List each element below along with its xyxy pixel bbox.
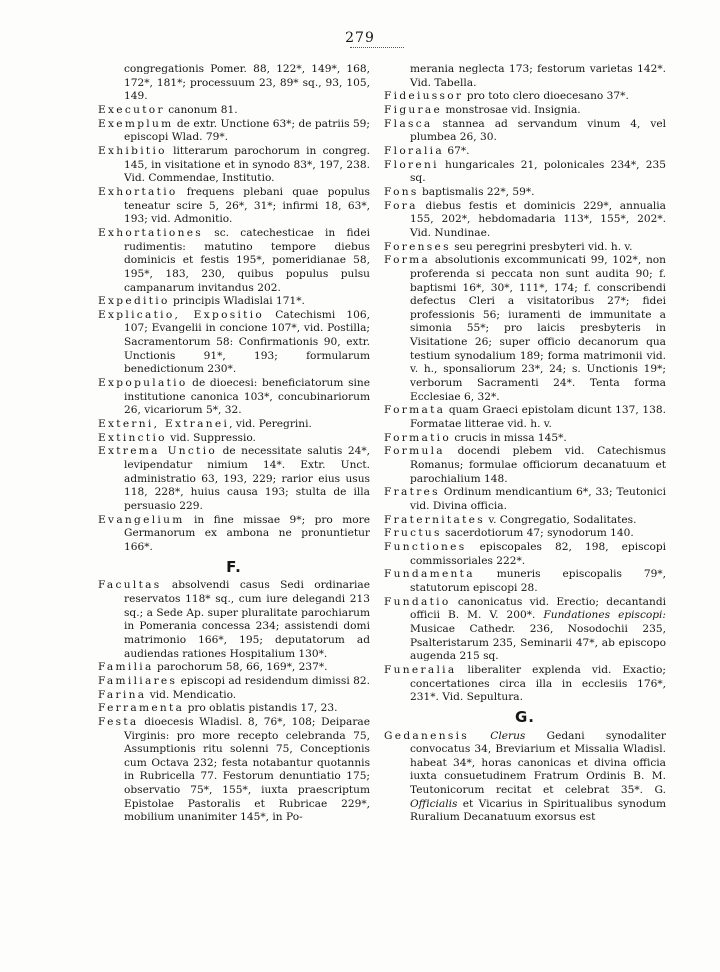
entry-term: Formula — [384, 445, 445, 458]
entry-term: Forma — [384, 254, 431, 267]
index-entry-fraternitates: Fraternitates v. Congregatio, Sodalitates. — [384, 513, 637, 526]
page-number: 279 — [345, 30, 375, 46]
index-entry-evangelium: Evangelium in fine missae 9*; pro more Germanorum ex ambona ne pronuntietur 166*. — [98, 513, 370, 553]
entry-term: Fons — [384, 185, 419, 198]
index-entry-forenses: Forenses seu peregrini presbyteri vid. h. v. — [384, 240, 633, 253]
index-entry-exhibitio: Exhibitio litterarum parochorum in congreg. 145, in visitatione et in synodo 83*, 197, 238. Vid. Commendae, Institutio. — [98, 144, 370, 185]
right-column — [384, 63, 666, 825]
entry-term: Formatio — [384, 431, 451, 444]
index-entry-expopulatio: Expopulatio de dioecesi: beneficiatorum sine institutione canonica 103*, concubinariorum 26, vicariorum 5*, 32. — [98, 377, 370, 417]
index-entry-exemplum: Exemplum de extr. Unctione 63*; de patriis 59; episcopi Wlad. 79*. — [98, 117, 370, 144]
entry-term: Extinctio — [98, 431, 167, 444]
index-entry-fora: Fora diebus festis et dominicis 229*, annualia 155, 202*, hebdomadaria 113*, 155*, 202*. Vid. Nundinae. — [384, 199, 666, 239]
entry-term: Fratres — [384, 486, 440, 499]
entry-term: Expeditio — [98, 295, 170, 308]
entry-term: Floreni — [384, 158, 439, 171]
index-entry-gedanensis: Gedanensis Clerus Gedani synodaliter convocatus 34, Breviarium et Missalia Wladisl. habeat 34*, horas canonicas et divina officia iuxta consuetudinem Fratrum Ordinis B. M. Teutonicorum recitat et celebrat 35*. G. Officialis et Vicarius in Spiritualibus synodum Ruralium Decanatuum exorsus est — [384, 729, 666, 824]
index-entry-fideiussor: Fideiussor pro toto clero dioecesano 37*. — [384, 90, 629, 103]
index-entry-explicatio: Explicatio, Expositio Catechismi 106, 107; Evangelii in concione 107*, vid. Postilla; Sacramentorum 58: Confirmationis 90, extr. Unctionis 91*, 193; formularum benedictionum 230*. — [98, 308, 370, 376]
index-entry-fons: Fons baptismalis 22*, 59*. — [384, 185, 535, 198]
entry-term: Fora — [384, 199, 418, 212]
entry-term: Evangelium — [98, 513, 185, 526]
index-entry-festa: Festa dioecesis Wladisl. 8, 76*, 108; Deiparae Virginis: pro more recepto celebranda 75, Assumptionis ritu solenni 75, Conceptionis cum Octava 232; festa notabantur quotannis in Rubricella 77. Festorum denuntiatio 175; observatio 75*, 155*, iuxta praescriptum Epistolae Pastoralis et Rubricae 229*, mobilium unanimiter 145*, in Po- — [98, 715, 370, 824]
entry-term: Expopulatio — [98, 377, 188, 390]
index-entry-expeditio: Expeditio principis Wladislai 171*. — [98, 295, 305, 308]
index-entry-forma: Forma absolutionis excommunicati 99, 102*, non proferenda si peccata non sunt audita 90; f. baptismi 16*, 30*, 111*, 174; f. conscribendi defectus Cleri a visitatoribus 27*; fidei professionis 56; iuramenti de immunitate a simonia 55*; pro laicis presbyteris in Visitatione 26; super officio decanorum qua testium synodalium 189; forma matrimonii vid. v. h., sponsaliorum 23*, 24; s. Unctionis 19*; verborum Sacramenti 24*. Tenta forma Ecclesiae 6, 32*. — [384, 254, 666, 403]
entry-term: Funeralia — [384, 663, 457, 676]
index-entry-extinctio: Extinctio vid. Suppressio. — [98, 431, 256, 444]
index-entry-extrema-unctio: Extrema Unctio de necessitate salutis 24*, levipendatur nimium 14*. Extr. Unct. administratio 63, 193, 229; rarior eius usus 118, 228*, huius causa 193; stulta de illa persuasio 229. — [98, 445, 370, 512]
index-entry-flasca: Flasca stannea ad servandum vinum 4, vel plumbea 26, 30. — [384, 117, 666, 144]
section-heading-g: G. — [514, 707, 535, 726]
index-entry-formata: Formata quam Graeci epistolam dicunt 137, 138. Formatae litterae vid. h. v. — [384, 404, 666, 431]
entry-term: Exhortatio — [98, 185, 178, 198]
entry-term: Facultas — [98, 579, 162, 592]
entry-term: Exhibitio — [98, 144, 167, 157]
entry-term: Executor — [98, 103, 165, 116]
index-entry-funeralia: Funeralia liberaliter explenda vid. Exactio; concertationes circa illa in ecclesiis 176*, 231*. Vid. Sepultura. — [384, 663, 666, 704]
index-entry-exhortatio: Exhortatio frequens plebani quae populus teneatur scire 5, 26*, 31*; infirmi 18, 63*, 193; vid. Admonitio. — [98, 185, 370, 226]
section-heading-f: F. — [226, 557, 242, 576]
entry-term: Gedanensis — [384, 729, 470, 742]
index-entry-externi: Externi, Extranei, vid. Peregrini. — [98, 418, 312, 431]
entry-term: Ferramenta — [98, 702, 185, 715]
index-entry-fundatio: Fundatio canonicatus vid. Erectio; decantandi officii B. M. V. 200*. Fundationes episcopi: Musicae Cathedr. 236, Nosodochii 235, Psalteristarum 235, Seminarii 47*, ab episcopo augenda 215 sq. — [384, 595, 666, 663]
entry-term: Fraternitates — [384, 513, 485, 526]
entry-term: Familiares — [98, 674, 178, 687]
index-entry-exhortationes: Exhortationes sc. catechesticae in fidei rudimentis: matutino tempore diebus dominicis et festis 195*, pomeridianae 58, 195*, 183, 230, quibus populus pulsu campanarum invitandus 202. — [98, 226, 370, 294]
entry-term: Floralia — [384, 144, 444, 157]
entry-term: Fructus — [384, 527, 442, 540]
entry-term: Fideiussor — [384, 90, 464, 103]
index-entry-familiares: Familiares episcopi ad residendum dimissi 82. — [98, 674, 370, 687]
index-entry-executor: Executor canonum 81. — [98, 103, 238, 116]
entry-term: Figurae — [384, 103, 443, 116]
entry-term: Explicatio, Expositio — [98, 308, 265, 321]
index-entry-fundamenta: Fundamenta muneris episcopalis 79*, statutorum episcopi 28. — [384, 568, 666, 594]
entry-term: Formata — [384, 404, 446, 417]
index-entry-familia: Familia parochorum 58, 66, 169*, 237*. — [98, 661, 328, 674]
entry-term: Familia — [98, 661, 154, 674]
index-entry-farina: Farina vid. Mendicatio. — [98, 688, 237, 701]
index-entry-figurae: Figurae monstrosae vid. Insignia. — [384, 103, 581, 116]
entry-term: Exhortationes — [98, 226, 203, 239]
entry-term: Exemplum — [98, 117, 174, 130]
left-column — [98, 63, 370, 825]
entry-term: Festa — [98, 715, 139, 728]
entry-term: Extrema Unctio — [98, 445, 218, 458]
index-entry-continued: congregationis Pomer. 88, 122*, 149*, 168, 172*, 181*; processuum 23, 89* sq., 93, 105, 149. — [124, 63, 370, 103]
entry-term: Fundatio — [384, 595, 451, 608]
entry-term: Farina — [98, 688, 147, 701]
entry-term: Forenses — [384, 240, 451, 253]
index-entry-fructus: Fructus sacerdotiorum 47; synodorum 140. — [384, 527, 634, 540]
entry-term: Externi, Extranei — [98, 418, 230, 431]
index-entry-formula: Formula docendi plebem vid. Catechismus Romanus; formulae officiorum decanatuum et parochialium 148. — [384, 445, 666, 485]
index-entry-floralia: Floralia 67*. — [384, 144, 470, 157]
index-entry-formatio: Formatio crucis in missa 145*. — [384, 431, 567, 444]
index-entry-fratres: Fratres Ordinum mendicantium 6*, 33; Teutonici vid. Divina officia. — [384, 486, 666, 512]
index-entry-functiones: Functiones episcopales 82, 198, episcopi commissoriales 222*. — [384, 540, 666, 567]
index-entry-ferramenta: Ferramenta pro oblatis pistandis 17, 23. — [98, 702, 338, 715]
index-entry-facultas: Facultas absolvendi casus Sedi ordinariae reservatos 118* sq., cum iure delegandi 213 sq.; a Sede Ap. super pluralitate parochiarum in Pomerania concessa 234; assistendi domi matrimonio 166*, 195; deputatorum ad audiendas rationes Hospitalium 130*. — [98, 579, 370, 660]
entry-term: Fundamenta — [384, 568, 475, 581]
index-entry-continued: merania neglecta 173; festorum varietas 142*. Vid. Tabella. — [410, 63, 666, 89]
index-entry-floreni: Floreni hungaricales 21, polonicales 234*, 235 sq. — [384, 158, 666, 185]
page-number-rule — [350, 47, 404, 49]
entry-term: Functiones — [384, 540, 467, 553]
entry-term: Flasca — [384, 117, 433, 130]
